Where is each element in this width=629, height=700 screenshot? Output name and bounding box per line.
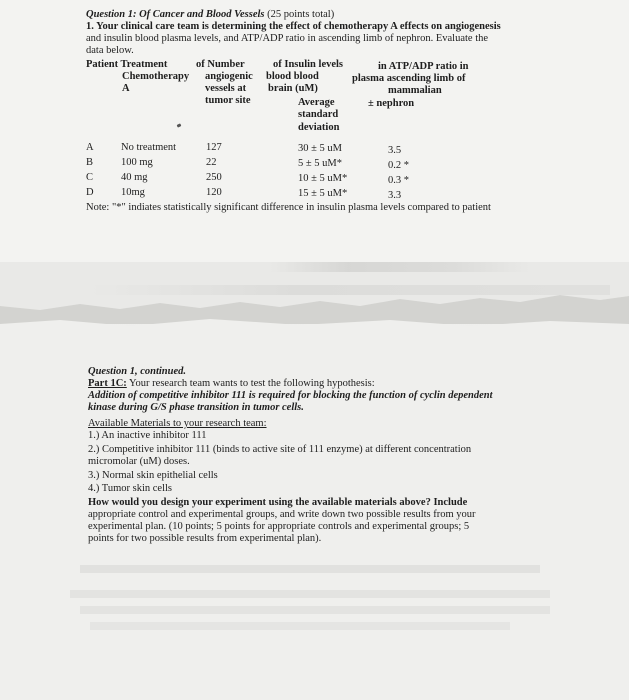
row-atp: 3.3 bbox=[388, 190, 402, 201]
row-insulin: 30 ± 5 uM bbox=[298, 143, 342, 154]
header-angiogenic: angiogenic bbox=[205, 71, 253, 82]
header-standard: standard bbox=[298, 109, 339, 120]
header-nephron: ± nephron bbox=[368, 98, 415, 109]
row-id: A bbox=[86, 142, 94, 153]
header-deviation: deviation bbox=[298, 122, 340, 133]
question-line-4: points for two possible results from experimental plan). bbox=[88, 533, 322, 544]
header-atp-adp: in ATP/ADP ratio in bbox=[378, 61, 469, 72]
row-atp: 0.3 * bbox=[388, 175, 409, 186]
continued-heading: Question 1, continued. bbox=[88, 366, 187, 377]
row-vessels: 22 bbox=[206, 157, 217, 168]
row-treatment: 100 mg bbox=[121, 157, 153, 168]
intro-line-3: data below. bbox=[86, 45, 134, 56]
row-id: D bbox=[86, 187, 94, 198]
bleed-through bbox=[90, 622, 510, 630]
question-title bbox=[86, 9, 334, 21]
question-line-2: appropriate control and experimental groups, and write down two possible results from your bbox=[88, 509, 476, 520]
row-vessels: 127 bbox=[206, 142, 222, 153]
intro-line-2: and insulin blood plasma levels, and ATP/ADP ratio in ascending limb of nephron. Evaluate the bbox=[86, 33, 489, 44]
materials-heading: Available Materials to your research team: bbox=[88, 418, 267, 429]
part-text: Your research team wants to test the following hypothesis: bbox=[126, 378, 375, 389]
part-label: Part 1C: bbox=[88, 378, 127, 389]
bleed-through bbox=[80, 565, 540, 573]
row-atp: 0.2 * bbox=[388, 160, 409, 171]
hypothesis-line-2: kinase during G/S phase transition in tumor cells. bbox=[88, 402, 304, 413]
row-treatment: No treatment bbox=[121, 142, 177, 153]
material-item: 4.) Tumor skin cells bbox=[88, 483, 173, 494]
row-insulin: 5 ± 5 uM* bbox=[298, 158, 342, 169]
question-points: (25 points total) bbox=[264, 9, 335, 20]
header-tumor-site: tumor site bbox=[205, 95, 251, 106]
torn-paper-edge bbox=[0, 262, 629, 342]
bleed-through bbox=[270, 262, 530, 272]
material-item: 3.) Normal skin epithelial cells bbox=[88, 470, 218, 481]
header-vessels-at: vessels at bbox=[205, 83, 247, 94]
row-insulin: 10 ± 5 uM* bbox=[298, 173, 348, 184]
header-average: Average bbox=[298, 97, 335, 108]
bleed-through bbox=[80, 606, 550, 614]
header-mammalian: mammalian bbox=[388, 85, 442, 96]
row-treatment: 10mg bbox=[121, 187, 145, 198]
bleed-through bbox=[90, 285, 610, 295]
material-item: micromolar (uM) doses. bbox=[88, 456, 190, 467]
header-plasma-ascending: plasma ascending limb of bbox=[352, 73, 466, 84]
row-insulin: 15 ± 5 uM* bbox=[298, 188, 348, 199]
question-line-3: experimental plan. (10 points; 5 points for appropriate controls and experimental groups; 5 bbox=[88, 521, 470, 532]
row-id: C bbox=[86, 172, 94, 183]
question-title-text: Question 1: Of Cancer and Blood Vessels bbox=[86, 9, 265, 20]
bleed-through bbox=[70, 590, 550, 598]
row-vessels: 250 bbox=[206, 172, 222, 183]
header-of-number: of Number bbox=[196, 59, 245, 70]
table-note: Note: "*" indiates statistically significant difference in insulin plasma levels compared to patient bbox=[86, 202, 491, 213]
row-vessels: 120 bbox=[206, 187, 222, 198]
row-treatment: 40 mg bbox=[121, 172, 148, 183]
header-brain-um: brain (uM) bbox=[268, 83, 318, 94]
material-item: 1.) An inactive inhibitor 111 bbox=[88, 430, 207, 441]
header-a: A bbox=[122, 83, 130, 94]
hypothesis-line-1: Addition of competitive inhibitor 111 is required for blocking the function of cyclin dependent bbox=[88, 390, 493, 401]
header-blood-blood: blood blood bbox=[266, 71, 319, 82]
intro-line-1: 1. Your clinical care team is determining the effect of chemotherapy A effects on angiogenesis bbox=[86, 21, 501, 32]
header-of-insulin: of Insulin levels bbox=[273, 59, 344, 70]
header-patient-treatment: Patient Treatment bbox=[86, 59, 168, 70]
header-chemotherapy: Chemotherapy bbox=[122, 71, 190, 82]
question-line-1: How would you design your experiment using the available materials above? Include bbox=[88, 497, 468, 508]
part-1c-line bbox=[88, 378, 375, 390]
material-item: 2.) Competitive inhibitor 111 (binds to active site of 111 enzyme) at different concentration bbox=[88, 444, 472, 455]
row-id: B bbox=[86, 157, 94, 168]
row-atp: 3.5 bbox=[388, 145, 402, 156]
